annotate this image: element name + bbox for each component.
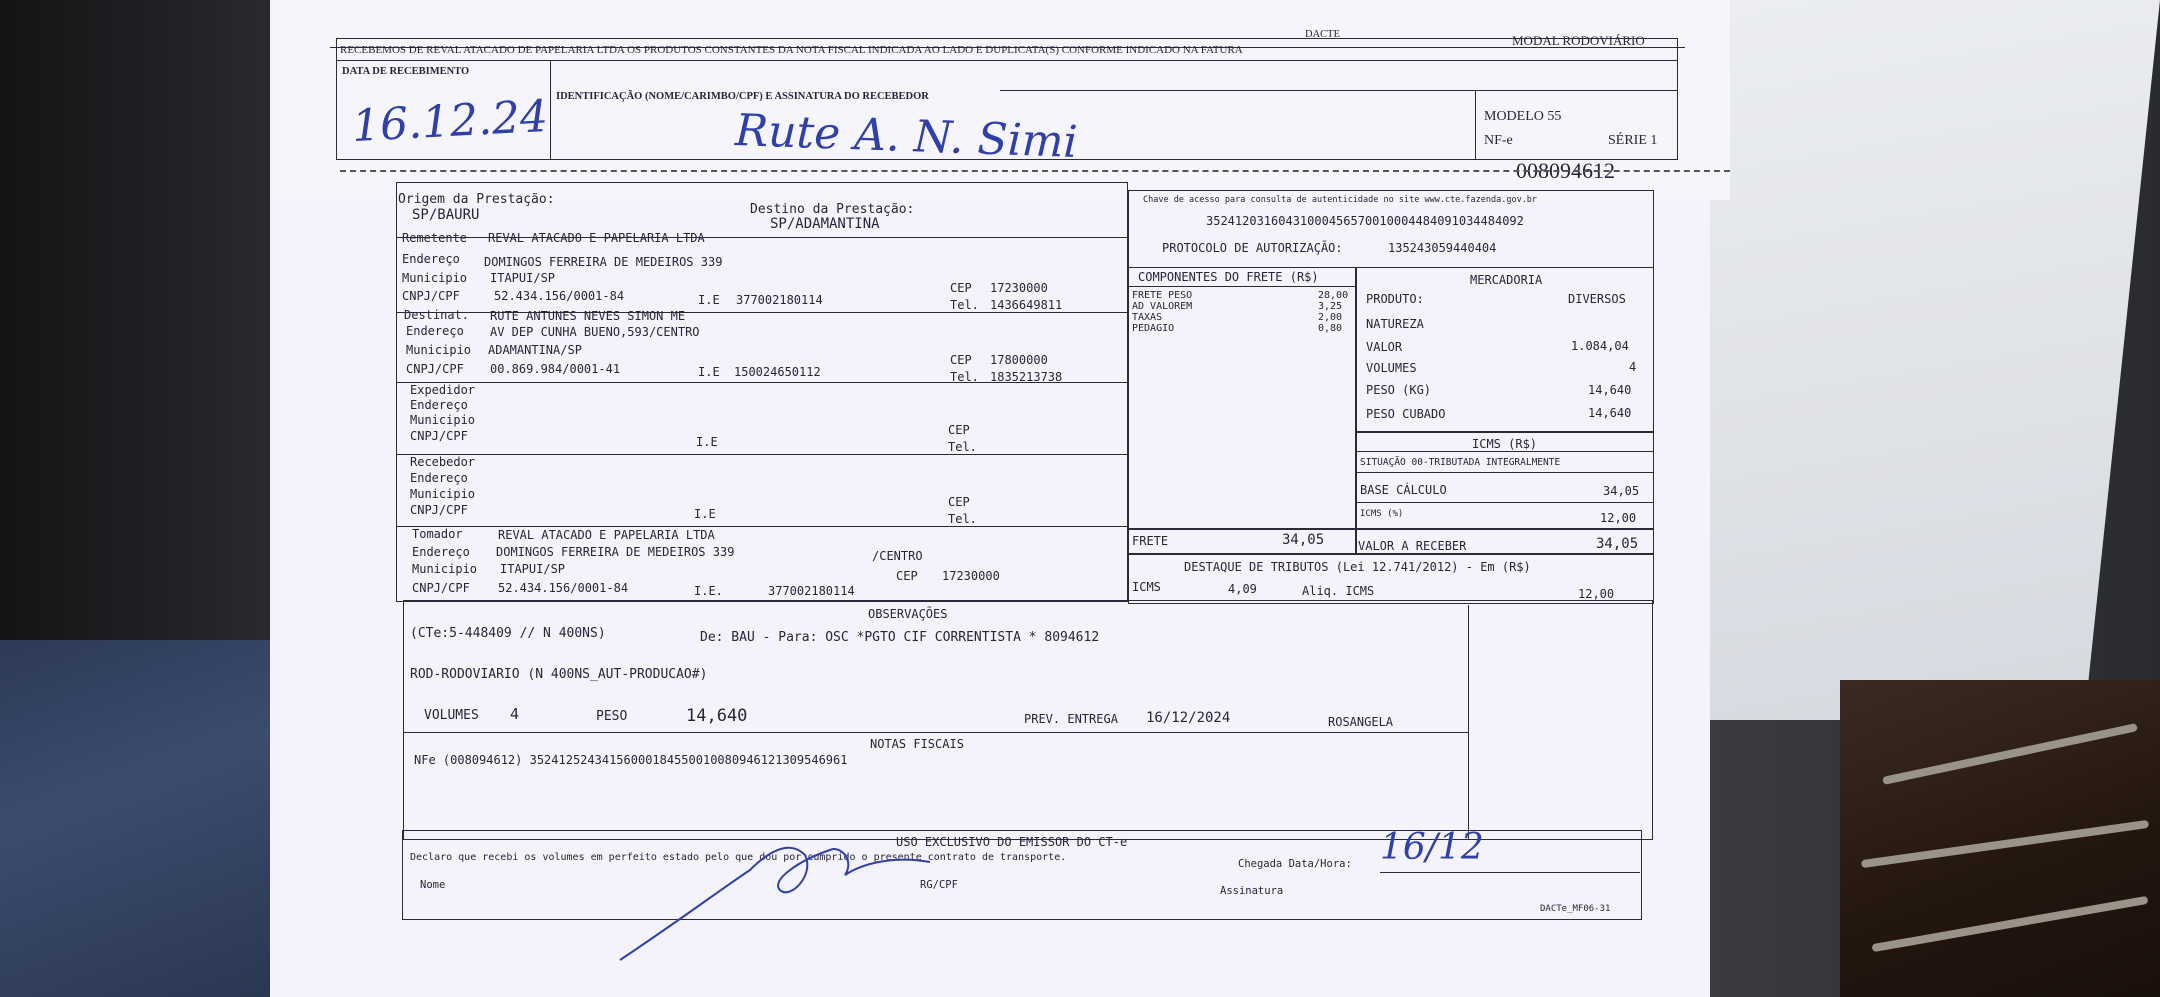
tomador-label: Tomador [412, 527, 463, 541]
divider [403, 732, 1468, 733]
bag-zipper [1871, 896, 2148, 953]
peso-cubado-value: 14,640 [1588, 406, 1632, 420]
remetente-municipio: ITAPUI/SP [490, 271, 556, 285]
declaro-text: Declaro que recebi os volumes em perfeito estado pelo que dou por cumprido o presente contrato de transporte. [410, 852, 1067, 863]
chegada-data: 16/12 [1380, 827, 1484, 868]
nome-label: Nome [420, 879, 446, 891]
modal-label: MODAL RODOVIÁRIO [1512, 33, 1645, 48]
produto-label: PRODUTO: [1366, 292, 1424, 306]
expedidor-endereco-label: Endereço [410, 398, 468, 412]
divider [1356, 472, 1654, 473]
recebedor-municipio-label: Municipio [410, 487, 476, 501]
serie-label: SÉRIE 1 [1608, 133, 1658, 148]
divider [1356, 502, 1654, 503]
origem-value: SP/BAURU [412, 207, 480, 223]
remetente-ie: 377002180114 [736, 293, 823, 307]
destinatario-cnpj: 00.869.984/0001-41 [490, 362, 621, 376]
tomador-municipio: ITAPUI/SP [500, 562, 566, 576]
obs-volumes: 4 [510, 705, 520, 723]
protocolo-label: PROTOCOLO DE AUTORIZAÇÃO: [1162, 241, 1343, 255]
base-calculo-label: BASE CÁLCULO [1360, 483, 1447, 497]
modelo-label: MODELO 55 [1484, 109, 1562, 124]
componente-value: 0,80 [1318, 323, 1343, 334]
handwritten-date: 16.12.24 [350, 90, 550, 153]
peso-cubado-label: PESO CUBADO [1366, 407, 1446, 421]
divider [1475, 90, 1476, 160]
origem-label: Origem da Prestação: [398, 192, 555, 207]
tributos-icms-value: 4,09 [1228, 582, 1257, 596]
componente-label: TAXAS [1132, 312, 1163, 323]
expedidor-municipio-label: Municipio [410, 413, 476, 427]
bag-zipper [1882, 723, 2138, 785]
protocolo-value: 135243059440404 [1388, 241, 1497, 255]
tomador-complemento: /CENTRO [872, 549, 923, 563]
natureza-label: NATUREZA [1366, 317, 1424, 331]
frete-label: FRETE [1132, 534, 1169, 548]
tear-line [340, 170, 1730, 172]
notas-title: NOTAS FISCAIS [870, 737, 964, 751]
dacte-title: DACTE [1305, 29, 1340, 40]
divider [336, 60, 1678, 61]
remetente-cep-label: CEP [950, 281, 972, 295]
obs-volumes-label: VOLUMES [424, 708, 479, 723]
codigo-label: DACTe_MF06-31 [1540, 904, 1611, 914]
identificacao-label: IDENTIFICAÇÃO (NOME/CARIMBO/CPF) E ASSINATURA DO RECEBEDOR [556, 91, 929, 102]
obs-prev-label: PREV. ENTREGA [1024, 712, 1118, 726]
bag-zipper [1861, 820, 2149, 868]
valor-value: 1.084,04 [1571, 339, 1629, 353]
recebedor-endereco-label: Endereço [410, 471, 468, 485]
chave-label: Chave de acesso para consulta de autenticidade no site www.cte.fazenda.gov.br [1143, 195, 1538, 205]
frete-value: 34,05 [1282, 532, 1325, 548]
divider [1468, 605, 1469, 840]
signature-scribble [600, 820, 960, 970]
valor-label: VALOR [1366, 340, 1403, 354]
tomador-cnpj: 52.434.156/0001-84 [498, 581, 629, 595]
icms-pct-value: 12,00 [1600, 511, 1637, 525]
produto-value: DIVERSOS [1568, 292, 1626, 306]
tomador-municipio-label: Municipio [412, 562, 478, 576]
tributos-aliq-value: 12,00 [1578, 587, 1615, 601]
chave-value: 35241203160431000456570010004484091034484092 [1206, 214, 1524, 228]
obs-peso-label: PESO [596, 709, 628, 724]
divider [550, 60, 551, 160]
destinatario-ie: 150024650112 [734, 365, 821, 379]
recebemos-text: RECEBEMOS DE REVAL ATACADO DE PAPELARIA LTDA OS PRODUTOS CONSTANTES DA NOTA FISCAL INDICADA AO LADO E DUPLICATA(S) CONFORME INDICADO NA FATURA [340, 44, 1243, 56]
tomador-ie-label: I.E. [694, 584, 723, 598]
obs-line2: ROD-RODOVIARIO (N 400NS_AUT-PRODUCAO#) [410, 667, 708, 682]
componente-value: 28,00 [1318, 290, 1349, 301]
destinatario-municipio: ADAMANTINA/SP [488, 343, 582, 357]
remetente-cnpj-label: CNPJ/CPF [402, 289, 460, 303]
icms-title: ICMS (R$) [1472, 437, 1538, 451]
tomador-cnpj-label: CNPJ/CPF [412, 581, 470, 595]
divider [1128, 286, 1356, 287]
volumes-value: 4 [1629, 360, 1637, 374]
destinatario-cnpj-label: CNPJ/CPF [406, 362, 464, 376]
expedidor-label: Expedidor [410, 383, 476, 397]
tomador-nome: REVAL ATACADO E PAPELARIA LTDA [498, 528, 715, 542]
obs-prev: 16/12/2024 [1146, 710, 1231, 726]
remetente-endereco-label: Endereço [402, 252, 460, 266]
leather-bag [1840, 680, 2160, 997]
valor-receber-value: 34,05 [1596, 536, 1639, 552]
tomador-cep-label: CEP [896, 569, 918, 583]
destinatario-cep: 17800000 [990, 353, 1048, 367]
destinatario-label: Destinat. [404, 308, 470, 322]
divider [396, 382, 1128, 383]
tomador-cep: 17230000 [942, 569, 1000, 583]
icms-pct-label: ICMS (%) [1360, 509, 1404, 519]
notas-item: NFe (008094612) 35241252434156000184550010080946121309546961 [414, 753, 848, 767]
destinatario-cep-label: CEP [950, 353, 972, 367]
destinatario-tel-label: Tel. [950, 370, 979, 384]
data-recebimento-label: DATA DE RECEBIMENTO [342, 66, 470, 77]
expedidor-tel-label: Tel. [948, 440, 977, 454]
valor-receber-label: VALOR A RECEBER [1358, 539, 1467, 553]
volumes-label: VOLUMES [1366, 361, 1417, 375]
divider [1000, 90, 1678, 91]
destinatario-tel: 1835213738 [990, 370, 1063, 384]
remetente-cnpj: 52.434.156/0001-84 [494, 289, 625, 303]
obs-line1a: (CTe:5-448409 // N 400NS) [410, 626, 606, 641]
remetente-endereco: DOMINGOS FERREIRA DE MEDEIROS 339 [484, 255, 723, 269]
destinatario-endereco-label: Endereço [406, 324, 464, 338]
tomador-endereco: DOMINGOS FERREIRA DE MEDEIROS 339 [496, 545, 735, 559]
nfe-label: NF-e [1484, 133, 1513, 148]
destino-value: SP/ADAMANTINA [770, 216, 880, 232]
obs-responsavel: ROSANGELA [1328, 715, 1394, 729]
componente-value: 2,00 [1318, 312, 1343, 323]
expedidor-ie-label: I.E [696, 435, 718, 449]
tomador-ie: 377002180114 [768, 584, 855, 598]
peso-value: 14,640 [1588, 383, 1632, 397]
recebedor-label: Recebedor [410, 455, 476, 469]
recebedor-cnpj-label: CNPJ/CPF [410, 503, 468, 517]
uso-exclusivo: USO EXCLUSIVO DO EMISSOR DO CT-e [896, 835, 1128, 849]
componente-label: AD VALOREM [1132, 301, 1193, 312]
remetente-tel-label: Tel. [950, 298, 979, 312]
observacoes-title: OBSERVAÇÕES [868, 607, 948, 621]
handwritten-signature: Rute A. N. Simi [734, 105, 1079, 168]
expedidor-cnpj-label: CNPJ/CPF [410, 429, 468, 443]
remetente-municipio-label: Municipio [402, 271, 468, 285]
peso-label: PESO (KG) [1366, 383, 1432, 397]
divider [1356, 451, 1654, 452]
recebedor-cep-label: CEP [948, 495, 970, 509]
tributos-title: DESTAQUE DE TRIBUTOS (Lei 12.741/2012) - Em (R$) [1184, 560, 1531, 574]
componente-label: PEDAGIO [1132, 323, 1175, 334]
divider [396, 526, 1128, 527]
destino-label: Destino da Prestação: [750, 202, 915, 217]
rgcpf-label: RG/CPF [920, 879, 958, 891]
tributos-aliq-label: Aliq. ICMS [1302, 584, 1375, 598]
componente-label: FRETE PESO [1132, 290, 1193, 301]
destinatario-ie-label: I.E [698, 365, 720, 379]
divider [396, 454, 1128, 455]
recebedor-ie-label: I.E [694, 507, 716, 521]
base-calculo-value: 34,05 [1603, 484, 1640, 498]
remetente-tel: 1436649811 [990, 298, 1063, 312]
recebedor-tel-label: Tel. [948, 512, 977, 526]
tomador-endereco-label: Endereço [412, 545, 470, 559]
underline [1380, 872, 1640, 873]
obs-line1b: De: BAU - Para: OSC *PGTO CIF CORRENTISTA * 8094612 [700, 630, 1100, 645]
chegada-label: Chegada Data/Hora: [1238, 858, 1352, 870]
destinatario-endereco: AV DEP CUNHA BUENO,593/CENTRO [490, 325, 700, 339]
remetente-cep: 17230000 [990, 281, 1048, 295]
componente-value: 3,25 [1318, 301, 1343, 312]
remetente-label: Remetente [402, 231, 468, 245]
destinatario-nome: RUTE ANTUNES NEVES SIMON ME [490, 309, 686, 323]
remetente-ie-label: I.E [698, 293, 720, 307]
remetente-nome: REVAL ATACADO E PAPELARIA LTDA [488, 231, 705, 245]
componentes-title: COMPONENTES DO FRETE (R$) [1138, 270, 1319, 284]
icms-situacao: SITUAÇÃO 00-TRIBUTADA INTEGRALMENTE [1360, 457, 1561, 468]
destinatario-municipio-label: Municipio [406, 343, 472, 357]
tributos-icms-label: ICMS [1132, 580, 1161, 594]
nfe-number: 008094612 [1516, 158, 1615, 183]
assinatura-label: Assinatura [1220, 885, 1284, 897]
mercadoria-title: MERCADORIA [1470, 273, 1543, 287]
obs-peso: 14,640 [686, 706, 748, 726]
expedidor-cep-label: CEP [948, 423, 970, 437]
